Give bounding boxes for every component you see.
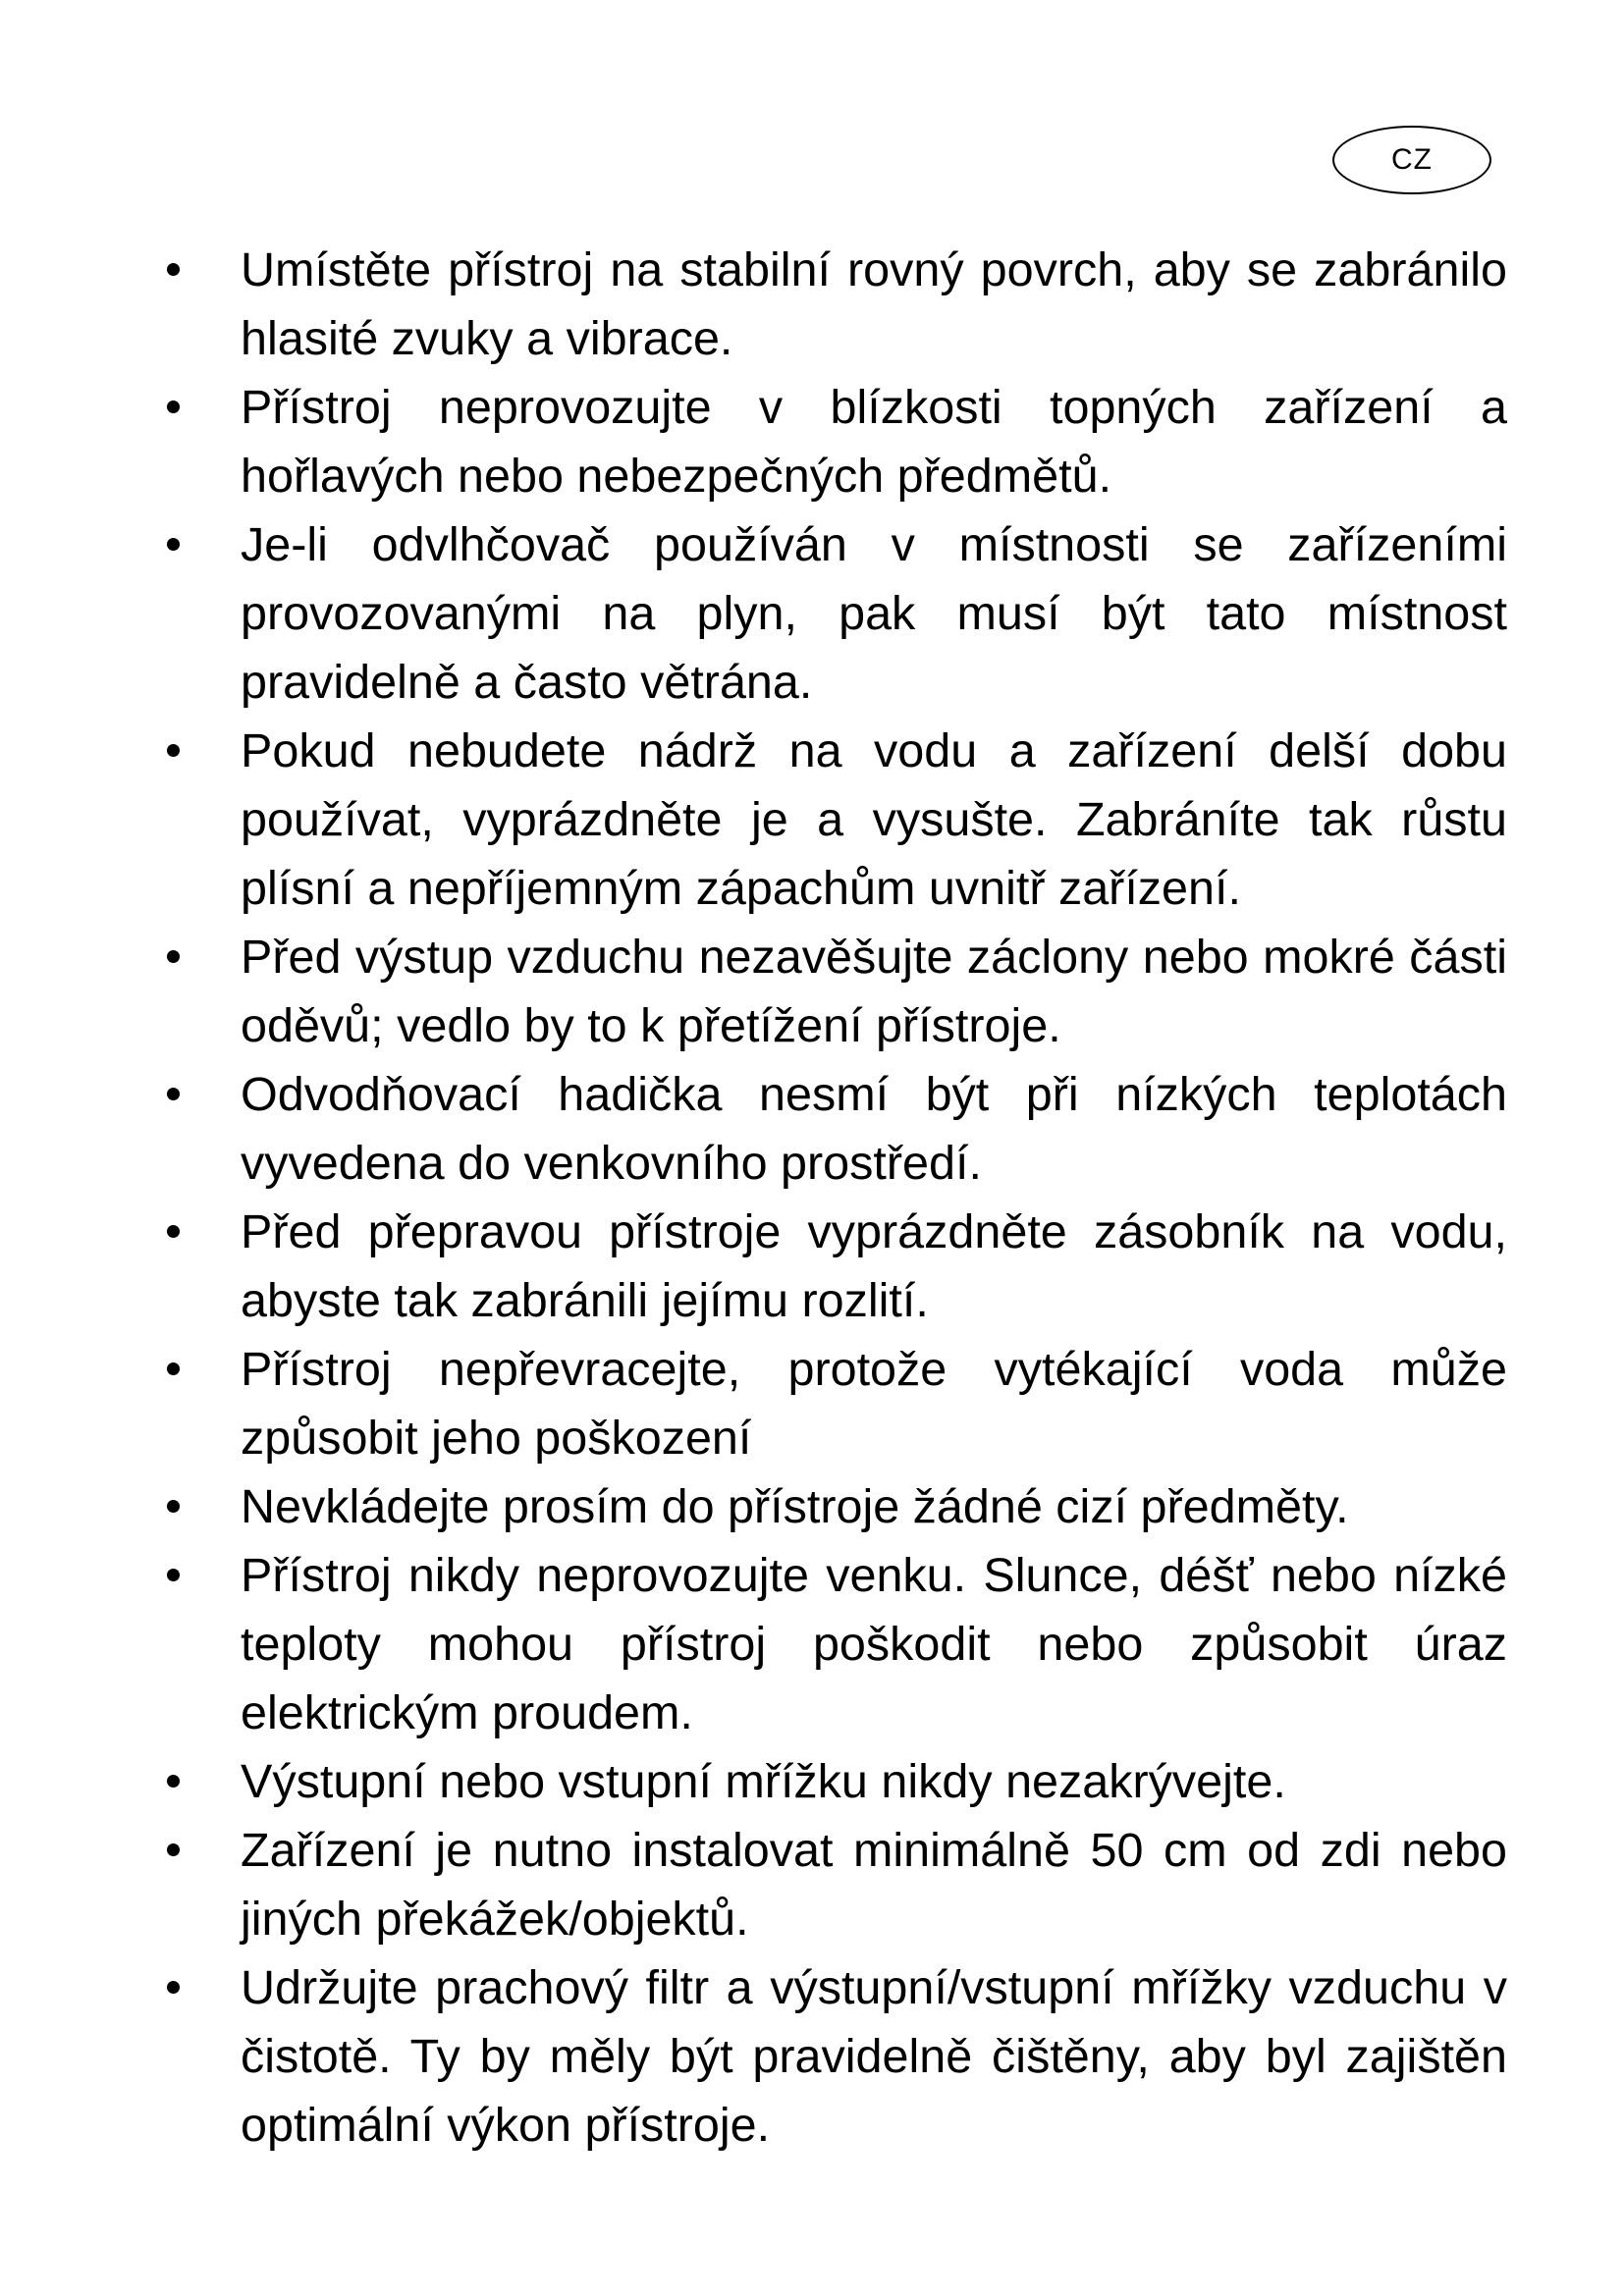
bullet-icon	[167, 744, 180, 757]
bullet-icon	[167, 1362, 180, 1375]
list-item-text: Pokud nebudete nádrž na vodu a zařízení delší dobu používat, vyprázdněte je a vysušte. Zabráníte tak růstu plísní a nepříjemným zápachům uvnitř zařízení.	[241, 724, 1507, 915]
bullet-icon	[167, 1225, 180, 1238]
bullet-icon	[167, 400, 180, 413]
list-item-text: Zařízení je nutno instalovat minimálně 50 cm od zdi nebo jiných překážek/objektů.	[241, 1824, 1507, 1946]
list-item	[167, 717, 1507, 923]
bullet-icon	[167, 1088, 180, 1100]
list-item	[167, 1953, 1507, 2160]
list-item	[167, 1060, 1507, 1198]
list-item	[167, 923, 1507, 1060]
list-item-text: Před výstup vzduchu nezavěšujte záclony nebo mokré části oděvů; vedlo by to k přetížení přístroje.	[241, 931, 1507, 1052]
language-badge-label: CZ	[1391, 143, 1433, 176]
list-item	[167, 1198, 1507, 1335]
bullet-icon	[167, 1981, 180, 1994]
list-item-text: Nevkládejte prosím do přístroje žádné cizí předměty.	[241, 1480, 1349, 1533]
bullet-icon	[167, 950, 180, 963]
bullet-icon	[167, 1500, 180, 1513]
bullet-icon	[167, 1843, 180, 1856]
bullet-icon	[167, 263, 180, 276]
list-item	[167, 1472, 1507, 1541]
bullet-icon	[167, 1775, 180, 1788]
bullet-list	[167, 236, 1507, 2160]
list-item-text: Přístroj nepřevracejte, protože vytékající voda může způsobit jeho poškození	[241, 1343, 1507, 1465]
list-item-text: Je-li odvlhčovač používán v místnosti se zařízeními provozovanými na plyn, pak musí být tato místnost pravidelně a často větrána.	[241, 518, 1507, 709]
list-item	[167, 1335, 1507, 1472]
list-item	[167, 373, 1507, 510]
language-badge	[1332, 126, 1491, 194]
list-item	[167, 1541, 1507, 1747]
list-item	[167, 236, 1507, 373]
bullet-icon	[167, 538, 180, 551]
list-item	[167, 1747, 1507, 1816]
safety-instructions	[167, 236, 1507, 2160]
list-item-text: Umístěte přístroj na stabilní rovný povrch, aby se zabránilo hlasité zvuky a vibrace.	[241, 243, 1507, 365]
list-item-text: Udržujte prachový filtr a výstupní/vstupní mřížky vzduchu v čistotě. Ty by měly být pravidelně čištěny, aby byl zajištěn optimální výkon přístroje.	[241, 1961, 1507, 2152]
list-item	[167, 510, 1507, 717]
list-item-text: Odvodňovací hadička nesmí být při nízkých teplotách vyvedena do venkovního prostředí.	[241, 1068, 1507, 1190]
list-item-text: Výstupní nebo vstupní mřížku nikdy nezakrývejte.	[241, 1755, 1286, 1808]
list-item-text: Přístroj nikdy neprovozujte venku. Slunce, déšť nebo nízké teploty mohou přístroj poškodit nebo způsobit úraz elektrickým proudem.	[241, 1549, 1507, 1739]
bullet-icon	[167, 1569, 180, 1581]
list-item	[167, 1816, 1507, 1953]
list-item-text: Před přepravou přístroje vyprázdněte zásobník na vodu, abyste tak zabránili jejímu rozlití.	[241, 1205, 1507, 1327]
list-item-text: Přístroj neprovozujte v blízkosti topných zařízení a hořlavých nebo nebezpečných předmětů.	[241, 381, 1507, 503]
